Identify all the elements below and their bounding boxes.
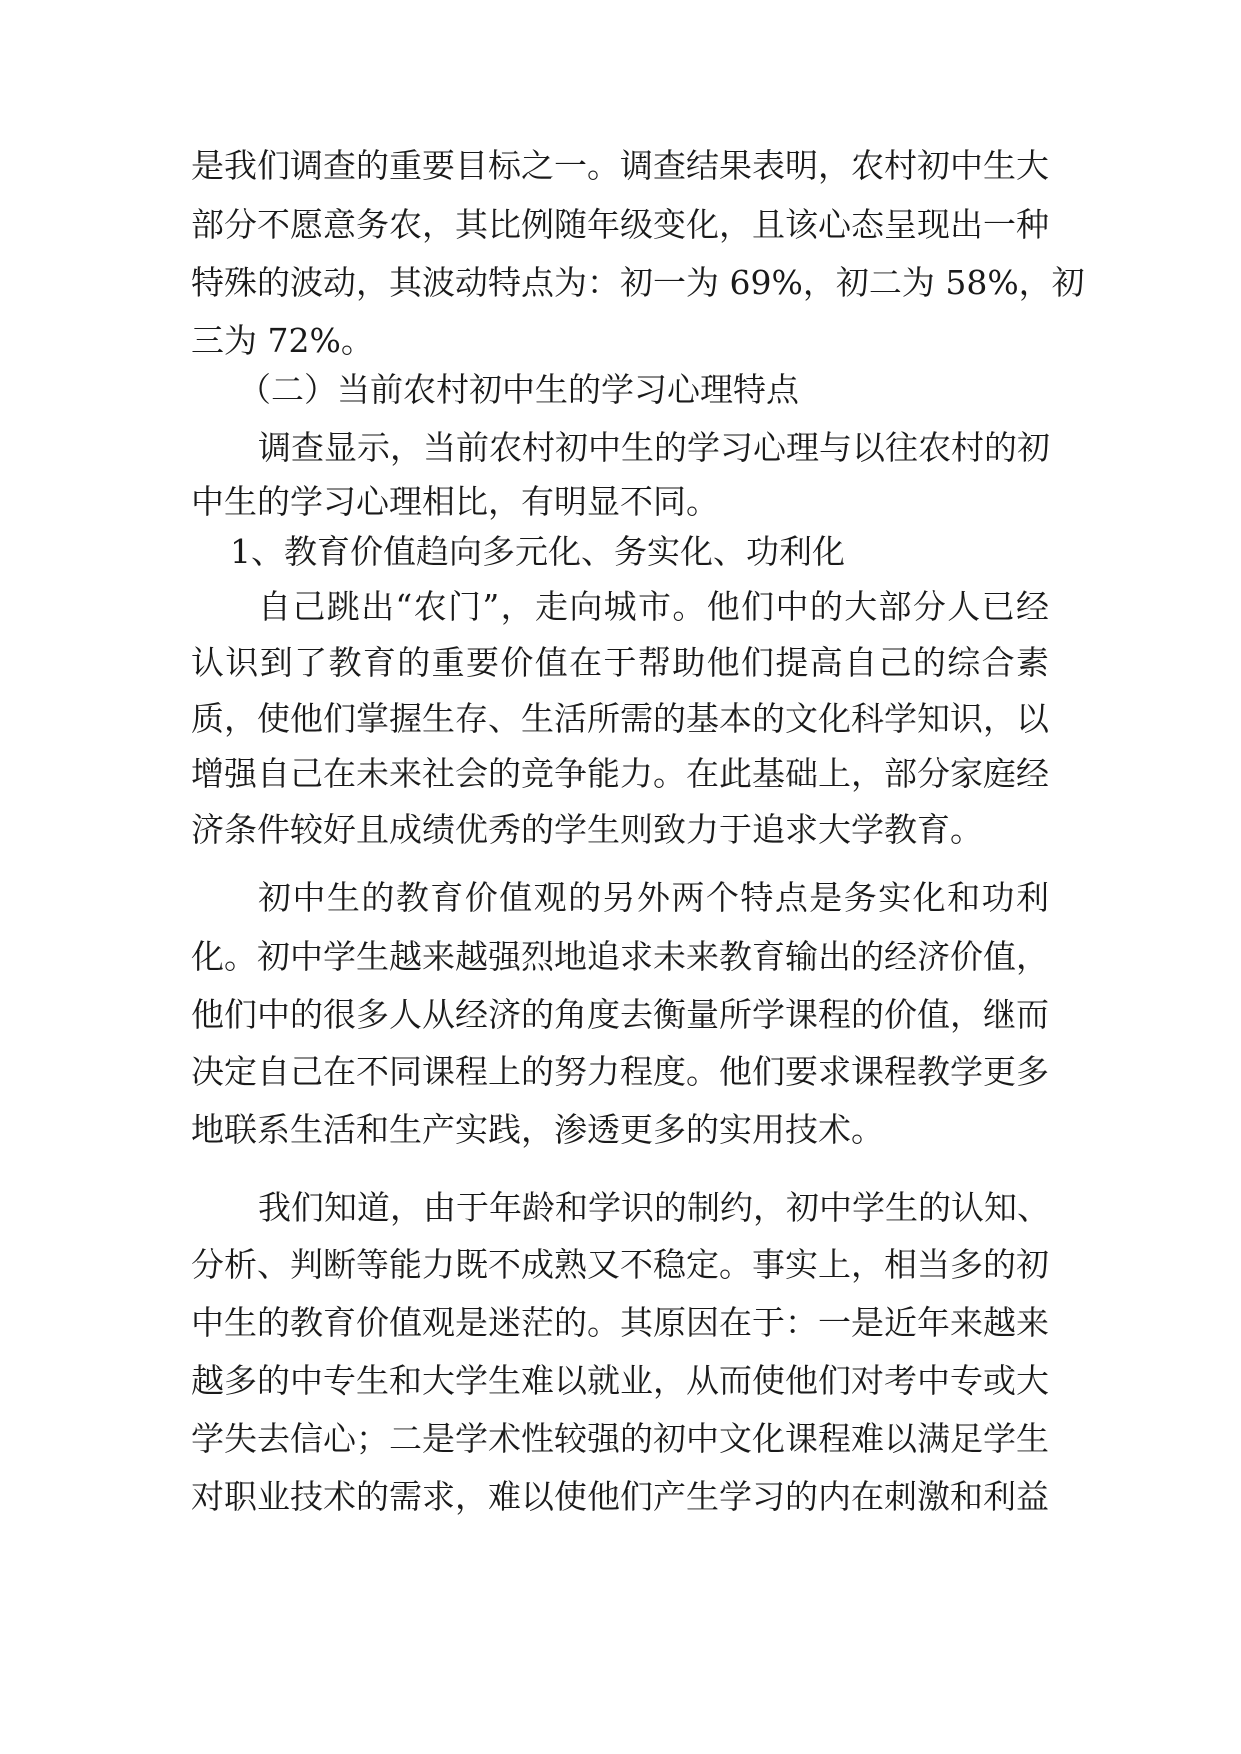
line-text: 是我们调查的重要目标之一。调查结果表明，农村初中生大 [191, 146, 1049, 185]
line-text: 中生的教育价值观是迷茫的。其原因在于：一是近年来越来 [191, 1303, 1049, 1342]
line-text: 济条件较好且成绩优秀的学生则致力于追求大学教育。 [191, 810, 983, 849]
line-text: 特殊的波动，其波动特点为：初一为 69%，初二为 58%，初 [191, 263, 1085, 302]
heading-text: 1、教育价值趋向多元化、务实化、功利化 [230, 532, 845, 571]
line-text: 决定自己在不同课程上的努力程度。他们要求课程教学更多 [191, 1052, 1049, 1091]
line-text: 我们知道，由于年龄和学识的制约，初中学生的认知、 [258, 1188, 1050, 1227]
line-text: 三为 72%。 [191, 321, 374, 360]
line-text: 自己跳出“农门”，走向城市。他们中的大部分人已经 [258, 587, 1049, 626]
line-text: 认识到了教育的重要价值在于帮助他们提高自己的综合素 [191, 643, 1049, 682]
line-text: 对职业技术的需求，难以使他们产生学习的内在刺激和利益 [191, 1477, 1049, 1516]
line-text: 越多的中专生和大学生难以就业，从而使他们对考中专或大 [191, 1361, 1049, 1400]
line-text: 调查显示，当前农村初中生的学习心理与以往农村的初 [258, 428, 1050, 467]
line-text: 地联系生活和生产实践，渗透更多的实用技术。 [191, 1110, 884, 1149]
line-text: 分析、判断等能力既不成熟又不稳定。事实上，相当多的初 [191, 1245, 1049, 1284]
heading-text: （二）当前农村初中生的学习心理特点 [238, 370, 799, 409]
line-text: 增强自己在未来社会的竞争能力。在此基础上，部分家庭经 [191, 754, 1049, 793]
line-text: 初中生的教育价值观的另外两个特点是务实化和功利 [258, 878, 1049, 917]
line-text: 部分不愿意务农，其比例随年级变化，且该心态呈现出一种 [191, 205, 1049, 244]
line-text: 中生的学习心理相比，有明显不同。 [191, 482, 719, 521]
text-line [0, 1461, 1241, 1533]
line-text: 质，使他们掌握生存、生活所需的基本的文化科学知识，以 [191, 699, 1049, 738]
text-line [0, 794, 1241, 866]
line-text: 化。初中学生越来越强烈地追求未来教育输出的经济价值， [191, 937, 1049, 976]
line-text: 他们中的很多人从经济的角度去衡量所学课程的价值，继而 [191, 995, 1049, 1034]
text-line [0, 1094, 1241, 1166]
line-text: 学失去信心；二是学术性较强的初中文化课程难以满足学生 [191, 1419, 1049, 1458]
